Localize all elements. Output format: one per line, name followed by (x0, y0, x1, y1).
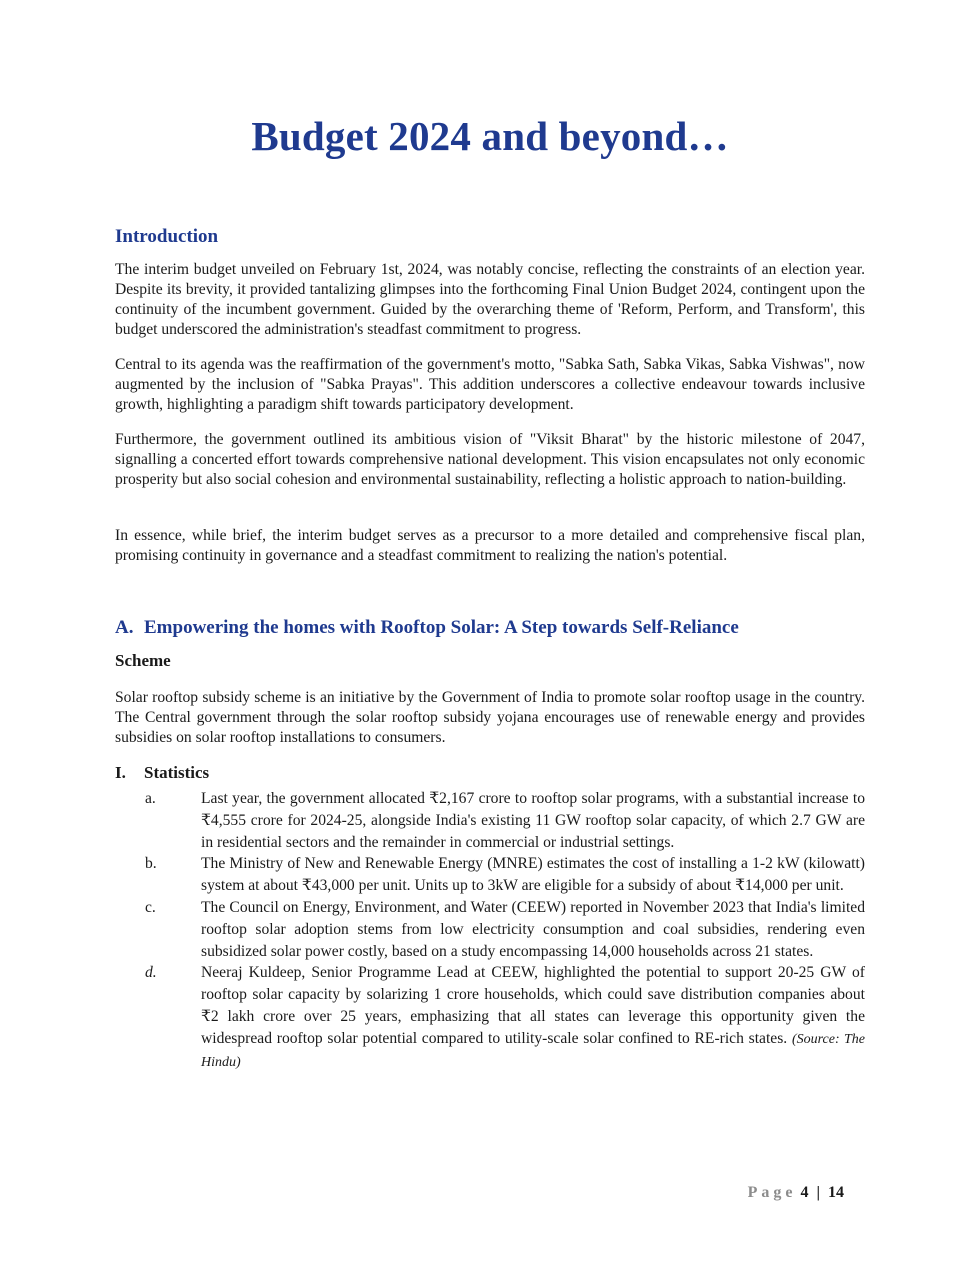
list-item (145, 897, 865, 962)
list-item (145, 962, 865, 1073)
page-label: Page (747, 1184, 797, 1201)
intro-paragraph-4: In essence, while brief, the interim budget serves as a precursor to a more detailed and comprehensive fiscal plan, promising continuity in governance and a steadfast commitment to realizing the nation's potential. (115, 527, 865, 564)
source-citation: (Source: The Hindu) (201, 1031, 866, 1070)
page-footer (748, 1184, 844, 1202)
page-number: 4 (800, 1184, 809, 1201)
list-item (145, 853, 865, 897)
statistics-title: Statistics (144, 763, 210, 782)
intro-paragraph-3: Furthermore, the government outlined its ambitious vision of "Viksit Bharat" by the historic milestone of 2047, signalling a concerted effort towards comprehensive national development. This vision encapsulates not only economic prosperity but also social cohesion and environmental sustainability, reflecting a holistic approach to nation-building. (115, 431, 865, 488)
list-item-text: Neeraj Kuldeep, Senior Programme Lead at CEEW, highlighted the potential to support 20-25 GW of rooftop solar capacity by solarizing 1 crore households, which could save distribution companies about ₹2 lakh crore over 25 years, emphasizing that all states can leverage this opportunity given the widespread rooftop solar potential compared to utility-scale solar confined to RE-rich states. (201, 964, 865, 1047)
statistics-list (145, 788, 865, 1073)
list-item (145, 788, 865, 853)
list-marker: d. (145, 964, 157, 982)
statistics-heading (115, 763, 209, 783)
section-a-heading (115, 617, 739, 639)
list-marker: b. (145, 855, 157, 873)
page-title: Budget 2024 and beyond… (251, 113, 729, 159)
list-item-text: The Council on Energy, Environment, and Water (CEEW) reported in November 2023 that India's limited rooftop solar adoption stems from low electricity consumption and coal subsidies, rendering even subsidized solar power costly, based on a study encompassing 14,000 households across 21 states. (201, 898, 865, 960)
scheme-heading: Scheme (115, 651, 171, 670)
introduction-heading: Introduction (115, 226, 219, 247)
intro-paragraph-1: The interim budget unveiled on February 1st, 2024, was notably concise, reflecting the constraints of an election year. Despite its brevity, it provided tantalizing glimpses into the forthcoming Final Union Budget 2024, contingent upon the continuity of the incumbent government. Guided by the overarching theme of 'Reform, Perform, and Transform', this budget underscored the administration's steadfast commitment to progress. (115, 261, 865, 338)
list-item-text: Last year, the government allocated ₹2,167 crore to rooftop solar programs, with a substantial increase to ₹4,555 crore for 2024-25, alongside India's existing 11 GW rooftop solar capacity, of which 2.7 GW are in residential sectors and the remainder in commercial or industrial settings. (201, 790, 865, 851)
statistics-number: I. (115, 763, 126, 782)
list-marker: a. (145, 790, 156, 807)
page-separator: | (816, 1184, 820, 1201)
section-a-title: Empowering the homes with Rooftop Solar: A Step towards Self-Reliance (144, 617, 739, 638)
total-pages: 14 (828, 1184, 844, 1201)
intro-paragraph-2: Central to its agenda was the reaffirmation of the government's motto, "Sabka Sath, Sabka Vikas, Sabka Vishwas", now augmented by the inclusion of "Sabka Prayas". This addition underscores a collective endeavour towards inclusive growth, highlighting a paradigm shift towards participatory development. (115, 356, 865, 413)
scheme-paragraph: Solar rooftop subsidy scheme is an initiative by the Government of India to promote solar rooftop usage in the country. The Central government through the solar rooftop subsidy yojana encourages use of renewable energy and provides subsidies on solar rooftop installations to consumers. (115, 689, 865, 746)
list-marker: c. (145, 898, 156, 916)
section-a-number: A. (115, 617, 134, 638)
list-item-text: The Ministry of New and Renewable Energy (MNRE) estimates the cost of installing a 1-2 kW (kilowatt) system at about ₹43,000 per unit. Units up to 3kW are eligible for a subsidy of about ₹14,000 per unit. (201, 855, 865, 895)
